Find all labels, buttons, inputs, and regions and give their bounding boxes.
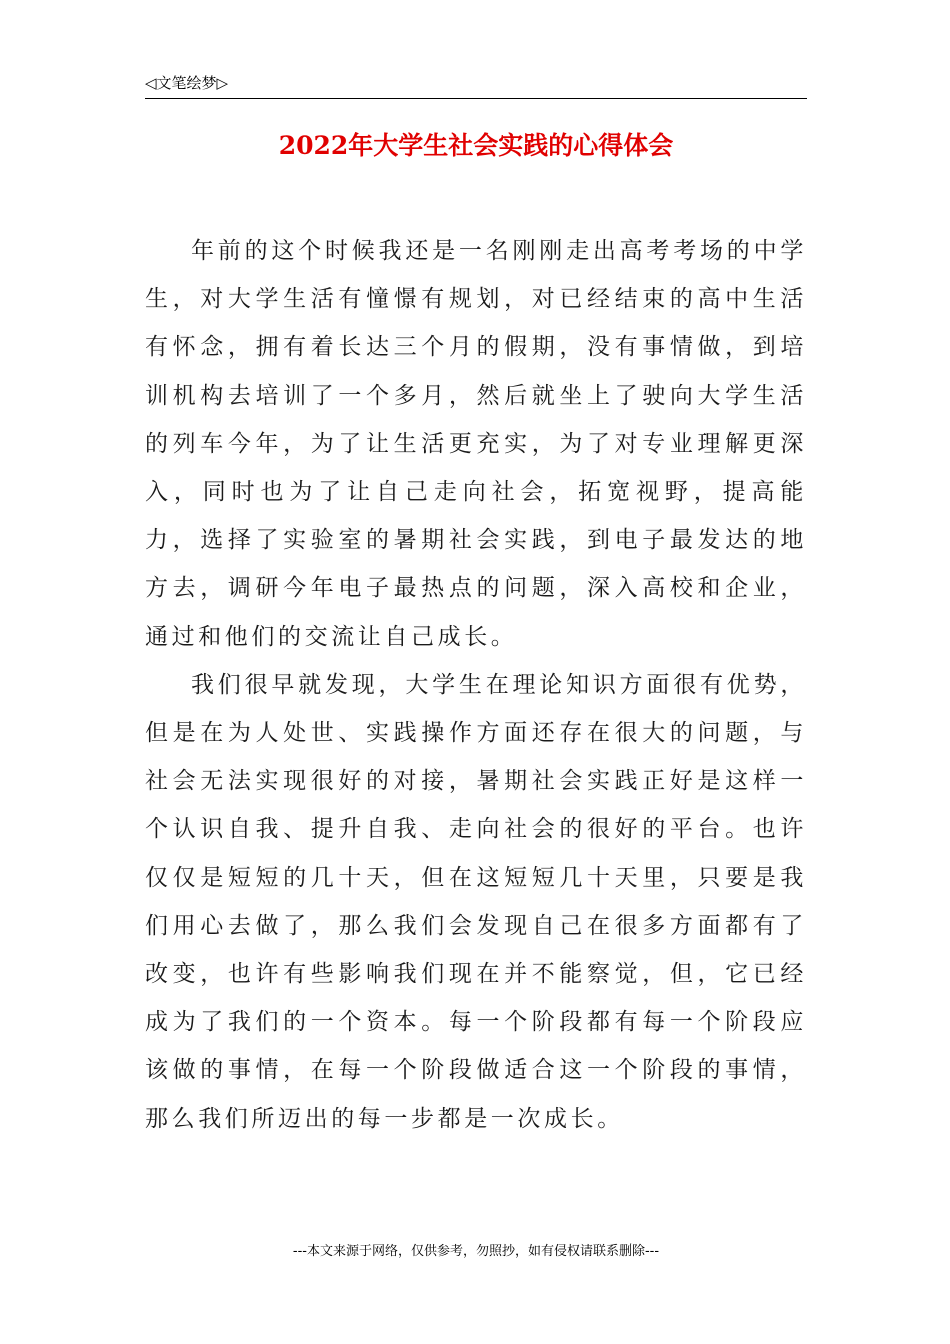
page-footer: ---本文来源于网络，仅供参考，勿照抄，如有侵权请联系删除--- bbox=[292, 1244, 660, 1259]
header-text: ◁文笔绘梦▷ bbox=[145, 74, 229, 92]
document-title: 2022年大学生社会实践的心得体会 bbox=[278, 131, 674, 160]
paragraph: 我们很早就发现，大学生在理论知识方面很有优势，但是在为人处世、实践操作方面还存在很大的问题，与社会无法实现很好的对接，暑期社会实践正好是这样一个认识自我、提升自我、走向社会的很好的平台。也许仅仅是短短的几十天，但在这短短几十天里，只要是我们用心去做了，那么我们会发现自己在很多方面都有了改变，也许有些影响我们现在并不能察觉，但，它已经成为了我们的一个资本。每一个阶段都有每一个阶段应该做的事情，在每一个阶段做适合这一个阶段的事情，那么我们所迈出的每一步都是一次成长。 bbox=[145, 671, 807, 1132]
paragraph: 年前的这个时候我还是一名刚刚走出高考考场的中学生，对大学生活有憧憬有规划，对已经结束的高中生活有怀念，拥有着长达三个月的假期，没有事情做，到培训机构去培训了一个多月，然后就坐上了驶向大学生活的列车今年，为了让生活更充实，为了对专业理解更深入，同时也为了让自己走向社会，拓宽视野，提高能力，选择了实验室的暑期社会实践，到电子最发达的地方去，调研今年电子最热点的问题，深入高校和企业，通过和他们的交流让自己成长。 bbox=[145, 238, 807, 650]
page-header bbox=[145, 72, 807, 99]
document-body bbox=[145, 227, 807, 1143]
